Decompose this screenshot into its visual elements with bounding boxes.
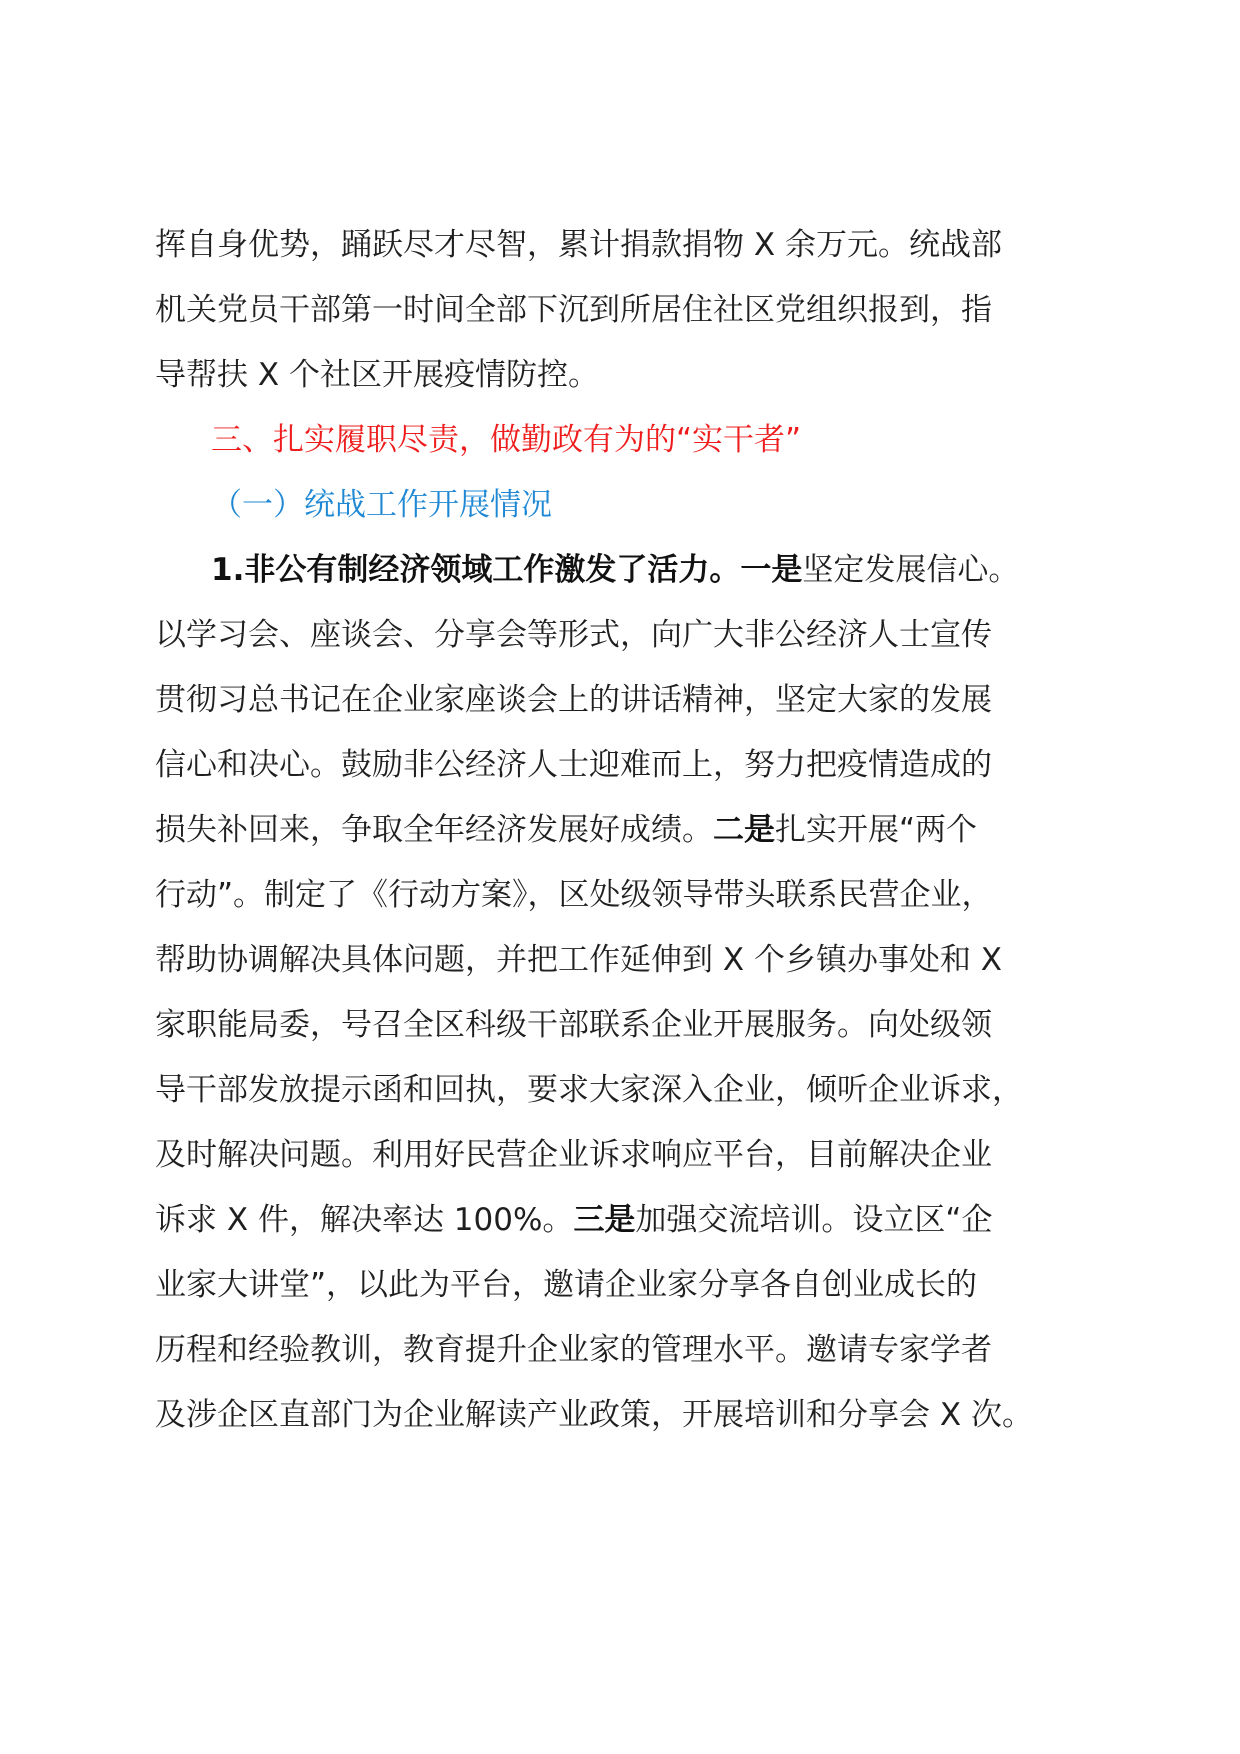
point3-before-text: 诉求 X 件，解决率达 100%。 (155, 1202, 574, 1238)
point2-after-text: 扎实开展“两个 (775, 812, 978, 848)
body-line: 导干部发放提示函和回执，要求大家深入企业，倾听企业诉求， (155, 1072, 1023, 1108)
body-line: 信心和决心。鼓励非公经济人士迎难而上，努力把疫情造成的 (155, 747, 992, 783)
body-line: 家职能局委，号召全区科级干部联系企业开展服务。向处级领 (155, 1007, 992, 1043)
body-line: 帮助协调解决具体问题，并把工作延伸到 X 个乡镇办事处和 X (155, 942, 1003, 978)
point2-label: 二是 (713, 812, 775, 848)
body-line: 业家大讲堂”，以此为平台，邀请企业家分享各自创业成长的 (155, 1267, 978, 1303)
point1-label: 一是 (740, 552, 803, 588)
body-line: 及时解决问题。利用好民营企业诉求响应平台，目前解决企业 (155, 1137, 992, 1173)
body-line: 及涉企区直部门为企业解读产业政策，开展培训和分享会 X 次。 (155, 1397, 1033, 1433)
body-line: 行动”。制定了《行动方案》，区处级领导带头联系民营企业， (155, 877, 993, 913)
document-body (155, 213, 1100, 1448)
point3-after-text: 加强交流培训。设立区“企 (635, 1202, 993, 1238)
point2-before-text: 损失补回来，争取全年经济发展好成绩。 (155, 812, 713, 848)
body-line: 贯彻习总书记在企业家座谈会上的讲话精神，坚定大家的发展 (155, 682, 992, 718)
point1-text: 坚定发展信心。 (802, 552, 1020, 588)
item1-first-line (155, 538, 1100, 603)
body-line: 挥自身优势，踊跃尽才尽智，累计捐款捐物 X 余万元。统战部 (155, 227, 1002, 263)
point3-label: 三是 (573, 1202, 636, 1238)
item1-title: 1.非公有制经济领域工作激发了活力。 (211, 552, 741, 588)
body-line: 以学习会、座谈会、分享会等形式，向广大非公经济人士宣传 (155, 617, 992, 653)
body-line: 历程和经验教训，教育提升企业家的管理水平。邀请专家学者 (155, 1332, 992, 1368)
body-line: 导帮扶 X 个社区开展疫情防控。 (155, 357, 599, 393)
point3-line (155, 1188, 1100, 1253)
point2-line (155, 798, 1100, 863)
section-heading: 三、扎实履职尽责，做勤政有为的“实干者” (211, 422, 802, 458)
body-line: 机关党员干部第一时间全部下沉到所居住社区党组织报到，指 (155, 292, 992, 328)
subsection-heading: （一）统战工作开展情况 (211, 487, 552, 523)
